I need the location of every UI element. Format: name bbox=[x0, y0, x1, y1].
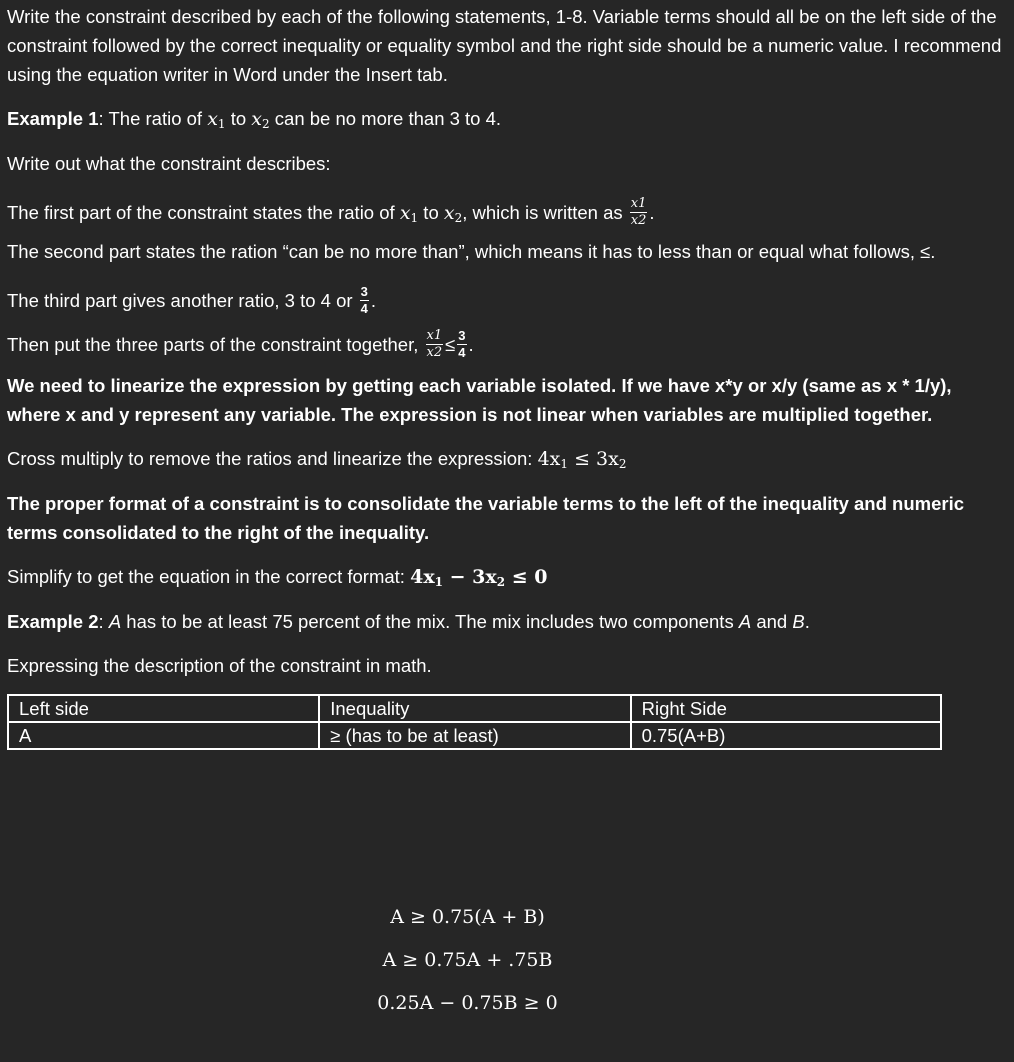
table-row bbox=[8, 722, 941, 749]
var-x2: $x_2$ bbox=[251, 108, 270, 131]
example2-label: Example 2 bbox=[7, 611, 99, 632]
table-header-cell: Left side bbox=[8, 695, 319, 722]
equation-line-3: 0.25A − 0.75B ≥ 0 bbox=[377, 992, 558, 1014]
example1-statement bbox=[7, 104, 1007, 134]
second-part-line: The second part states the ration “can be no more than”, which means it has to less than or equal what follows, ≤. bbox=[7, 241, 936, 262]
table-cell: A bbox=[8, 722, 319, 749]
constraint-table bbox=[7, 694, 942, 750]
linearize-note: We need to linearize the expression by getting each variable isolated. If we have x*y or x/y (same as x * 1/y), where x and y represent any variable. The expression is not linear when variables are multiplied together. bbox=[7, 375, 952, 425]
table-cell: ≥ (has to be at least) bbox=[319, 722, 630, 749]
example2-statement: Example 2: A has to be at least 75 percent of the mix. The mix includes two components A and B. bbox=[7, 611, 810, 632]
three-fourths-fraction-2: $\frac{3}{4}$ bbox=[458, 327, 466, 360]
table-header-row bbox=[8, 695, 941, 722]
example1-text-c: can be no more than 3 to 4. bbox=[269, 108, 502, 129]
example1-text-a: : The ratio of bbox=[98, 108, 208, 129]
table-cell: 0.75(A+B) bbox=[631, 722, 941, 749]
example1-label: Example 1 bbox=[7, 108, 99, 129]
table-header-cell: Inequality bbox=[319, 695, 630, 722]
then-put-line: Then put the three parts of the constraint together, $\frac{x1}{x2}$ ≤ $\frac{3}{4}$ . bbox=[7, 327, 474, 360]
var-x2-b: $x_2$ bbox=[443, 202, 463, 225]
first-part-line: The first part of the constraint states the ratio of $x_1$ to $x_2$, which is written as $\frac{x1}{x2}$ . bbox=[7, 195, 655, 228]
var-x1: $x_1$ bbox=[207, 108, 226, 131]
equation-line-1: A ≥ 0.75(A + B) bbox=[390, 906, 545, 928]
third-part-line: The third part gives another ratio, 3 to 4 or $\frac{3}{4}$ . bbox=[7, 283, 377, 316]
document-body bbox=[7, 2, 1007, 750]
example1-text-b: to bbox=[225, 108, 252, 129]
proper-format-note: The proper format of a constraint is to consolidate the variable terms to the left of the inequality and numeric terms consolidated to the right of the inequality. bbox=[7, 493, 965, 543]
equation-line-2: A ≥ 0.75A + .75B bbox=[382, 949, 553, 971]
table-header-cell: Right Side bbox=[631, 695, 941, 722]
expressing-line: Expressing the description of the constraint in math. bbox=[7, 655, 432, 676]
cross-multiply-line: Cross multiply to remove the ratios and linearize the expression: $4x_1 \le 3x_2$ bbox=[7, 448, 627, 471]
simplify-line: Simplify to get the equation in the correct format: $4x_1 - 3x_2 \le 0$ bbox=[7, 566, 548, 589]
three-fourths-fraction: $\frac{3}{4}$ bbox=[360, 283, 368, 316]
ratio-fraction-2: $\frac{x1}{x2}$ bbox=[426, 327, 443, 360]
cross-expression: $4x_1 \le 3x_2$ bbox=[537, 448, 627, 471]
intro-paragraph: Write the constraint described by each of the following statements, 1-8. Variable terms should all be on the left side of the constraint followed by the correct inequality or equality symbol and the right side should be a numeric value. I recommend using the equation writer in Word under the Insert tab. bbox=[7, 6, 1002, 85]
write-out-line: Write out what the constraint describes: bbox=[7, 153, 331, 174]
simplified-expression: $4x_1 - 3x_2 \le 0$ bbox=[410, 566, 548, 589]
var-x1-b: $x_1$ bbox=[399, 202, 419, 225]
le-symbol: ≤ bbox=[445, 334, 456, 355]
ratio-fraction: $\frac{x1}{x2}$ bbox=[630, 195, 647, 228]
